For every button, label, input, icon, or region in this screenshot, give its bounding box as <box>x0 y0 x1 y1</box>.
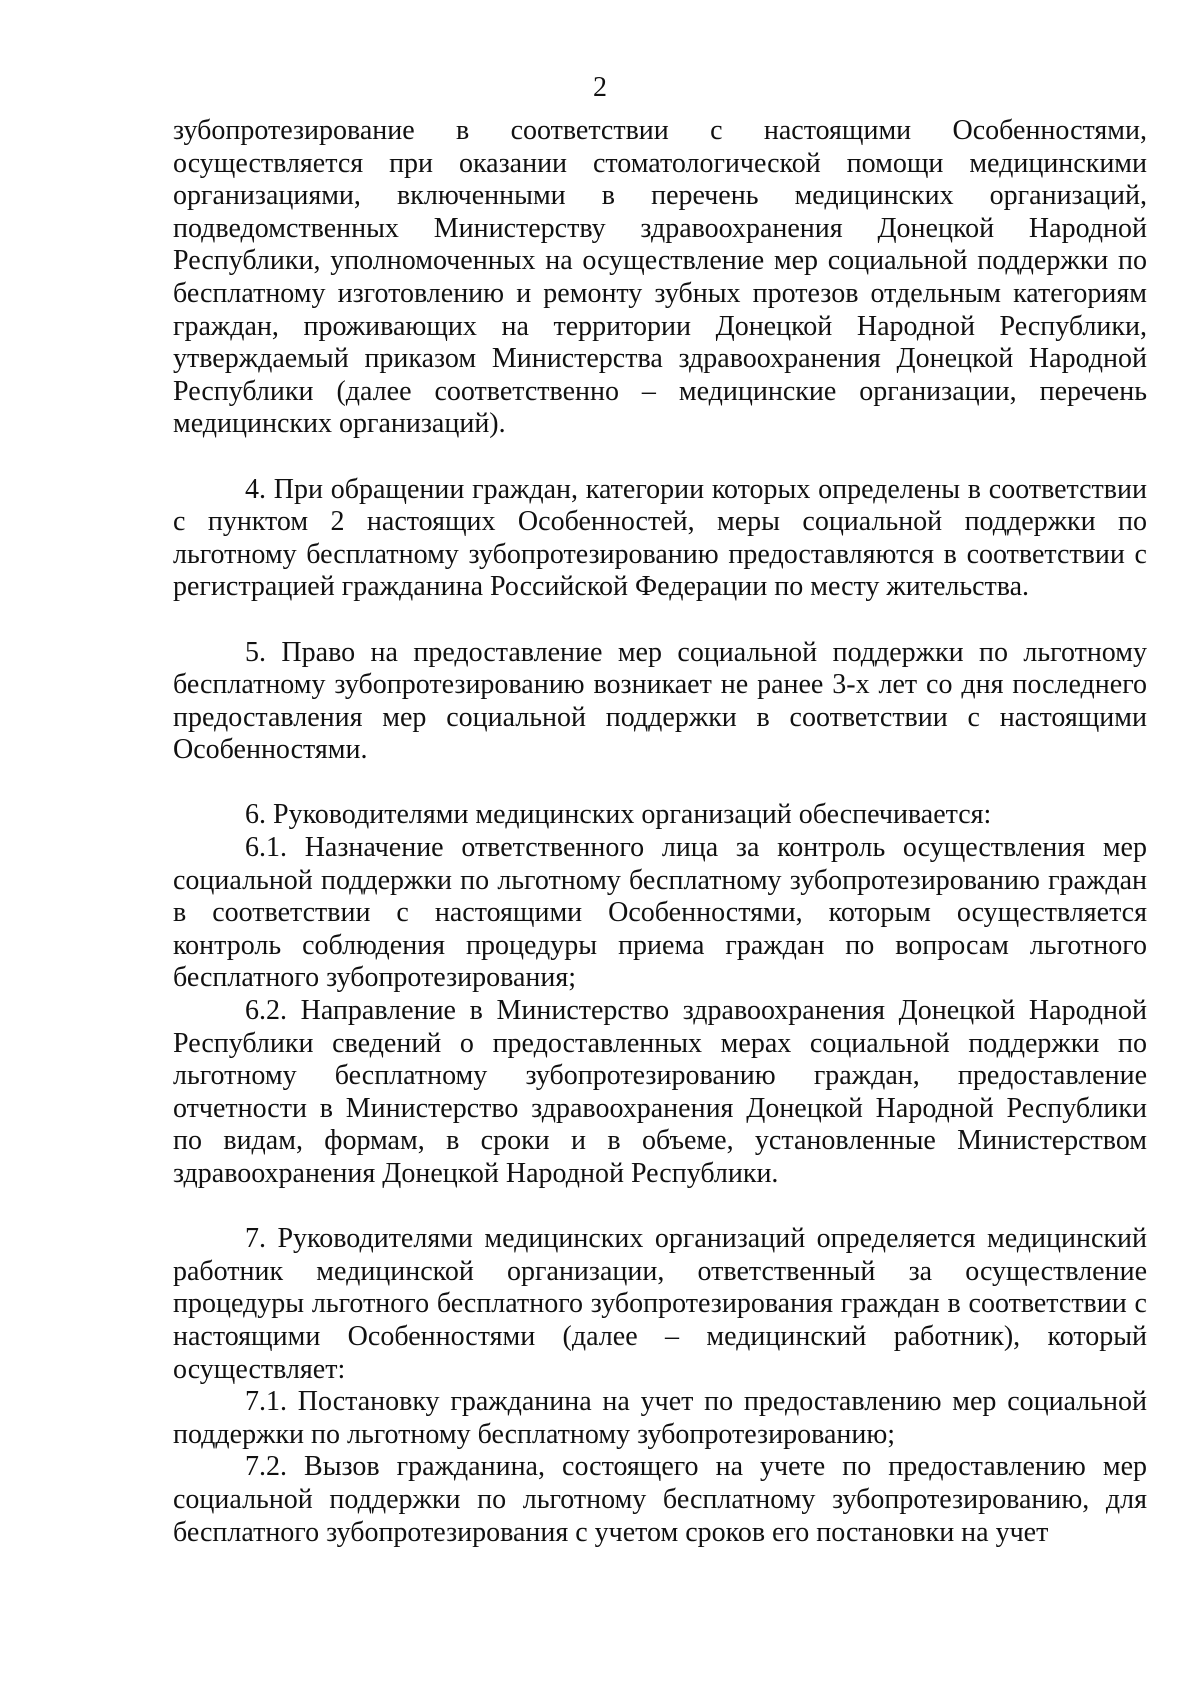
paragraph-6: 6. Руководителями медицинских организаций обеспечивается: <box>245 799 992 831</box>
paragraph-4: 4. При обращении граждан, категории которых определены в соответствии с пунктом 2 настоящих Особенностей, меры социальной поддержки по льготному бесплатному зубопротезированию предоставляются в соответствии с регистрацией гражданина Российской Федерации по месту жительства. <box>173 473 1147 603</box>
paragraph-7-2: 7.2. Вызов гражданина, состоящего на учете по предоставлению мер социальной поддержки по льготному бесплатному зубопротезированию, для бесплатного зубопротезирования с учетом сроков его постановки на учет <box>173 1451 1147 1548</box>
paragraph-3-continuation: зубопротезирование в соответствии с настоящими Особенностями, осуществляется при оказании стоматологической помощи медицинскими организациями, включенными в перечень медицинских организаций, подведомственных Министерству здравоохранения Донецкой Народной Республики, уполномоченных на осуществление мер социальной поддержки по бесплатному изготовлению и ремонту зубных протезов отдельным категориям граждан, проживающих на территории Донецкой Народной Республики, утверждаемый приказом Министерства здравоохранения Донецкой Народной Республики (далее соответственно – медицинские организации, перечень медицинских организаций). <box>173 115 1147 440</box>
paragraph-5: 5. Право на предоставление мер социальной поддержки по льготному бесплатному зубопротезированию возникает не ранее 3-х лет со дня последнего предоставления мер социальной поддержки в соответствии с настоящими Особенностями. <box>173 636 1147 766</box>
paragraph-6-2: 6.2. Направление в Министерство здравоохранения Донецкой Народной Республики сведений о предоставленных мерах социальной поддержки по льготному бесплатному зубопротезированию граждан, предоставление отчетности в Министерство здравоохранения Донецкой Народной Республики по видам, формам, в сроки и в объеме, установленные Министерством здравоохранения Донецкой Народной Республики. <box>173 995 1147 1189</box>
page-number: 2 <box>593 72 607 103</box>
paragraph-6-1: 6.1. Назначение ответственного лица за контроль осуществления мер социальной поддержки по льготному бесплатному зубопротезированию граждан в соответствии с настоящими Особенностями, которым осуществляется контроль соблюдения процедуры приема граждан по вопросам льготного бесплатного зубопротезирования; <box>173 832 1147 994</box>
paragraph-7-1: 7.1. Постановку гражданина на учет по предоставлению мер социальной поддержки по льготному бесплатному зубопротезированию; <box>173 1386 1147 1450</box>
document-body <box>173 115 1147 1549</box>
paragraph-7: 7. Руководителями медицинских организаций определяется медицинский работник медицинской организации, ответственный за осуществление процедуры льготного бесплатного зубопротезирования граждан в соответствии с настоящими Особенностями (далее – медицинский работник), который осуществляет: <box>173 1223 1147 1385</box>
